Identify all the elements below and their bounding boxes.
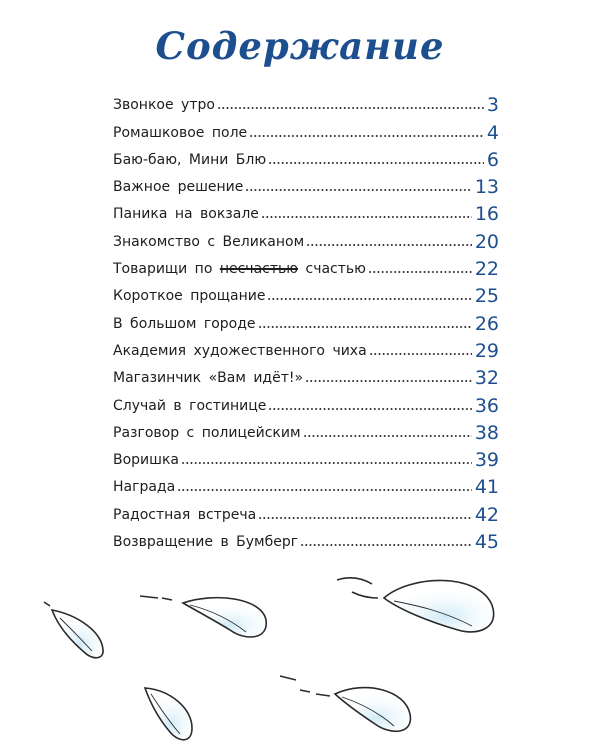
dot-leader — [261, 205, 472, 219]
petal-drawing — [337, 578, 494, 632]
toc-entry-title: Ромашковое поле — [113, 124, 248, 141]
toc-entry-title: Возвращение в Бумберг — [113, 534, 299, 551]
toc-page-number: 3 — [486, 94, 499, 117]
petal-drawing — [140, 596, 266, 637]
toc-entry-title: Паника на вокзале — [113, 206, 259, 223]
toc-entry[interactable] — [113, 168, 499, 199]
dot-leader — [369, 342, 472, 356]
dot-leader — [245, 178, 471, 192]
toc-title-part: счастью — [298, 261, 366, 278]
toc-entry[interactable] — [113, 359, 499, 390]
dot-leader — [305, 369, 472, 383]
toc-entry[interactable] — [113, 195, 499, 226]
toc-entry-title: Награда — [113, 479, 176, 496]
toc-page-number: 39 — [474, 449, 499, 472]
toc-entry-title: Баю-баю, Мини Блю — [113, 151, 267, 168]
dot-leader — [267, 287, 471, 301]
dot-leader — [217, 96, 484, 110]
petals-illustration — [0, 560, 600, 750]
toc-entry[interactable] — [113, 386, 499, 417]
dot-leader — [300, 533, 472, 547]
petal-drawing — [145, 676, 296, 740]
toc-page-number: 36 — [474, 394, 499, 417]
toc-entry[interactable] — [113, 86, 499, 117]
dot-leader — [258, 506, 472, 520]
toc-entry[interactable] — [113, 495, 499, 526]
toc-page-number: 13 — [474, 176, 499, 199]
toc-entry[interactable] — [113, 113, 499, 144]
toc-entry-title: Разговор с полицейским — [113, 424, 301, 441]
toc-page-number: 41 — [474, 476, 499, 499]
toc-entry-title: Воришка — [113, 452, 180, 469]
toc-page-number: 25 — [474, 285, 499, 308]
toc-page-number: 26 — [474, 312, 499, 335]
toc-entry-title: Знакомство с Великаном — [113, 233, 305, 250]
dot-leader — [177, 478, 472, 492]
dot-leader — [268, 151, 484, 165]
toc-page-number: 42 — [474, 503, 499, 526]
toc-entry[interactable] — [113, 250, 499, 281]
toc-entry-title: Важное решение — [113, 179, 244, 196]
table-of-contents — [113, 86, 499, 554]
toc-entry[interactable] — [113, 332, 499, 362]
dot-leader — [368, 260, 472, 274]
toc-title-part: Товарищи по — [113, 261, 220, 278]
toc-entry[interactable] — [113, 441, 499, 472]
toc-entry-title: Звонкое утро — [113, 97, 215, 114]
toc-entry[interactable] — [113, 277, 499, 308]
toc-entry[interactable] — [113, 414, 499, 444]
toc-page-number: 45 — [474, 531, 499, 554]
dot-leader — [303, 424, 472, 438]
dot-leader — [181, 451, 472, 465]
struck-word: несчастью — [219, 261, 299, 278]
toc-page-number: 6 — [486, 148, 499, 171]
petal-drawing — [44, 602, 103, 658]
toc-entry[interactable] — [113, 304, 499, 335]
toc-page-number: 4 — [486, 121, 499, 144]
dot-leader — [249, 124, 484, 138]
toc-page-number: 22 — [474, 258, 499, 281]
page-title: Содержание — [155, 24, 445, 68]
toc-entry-title: Академия художественного чиха — [113, 342, 367, 359]
dot-leader — [306, 233, 472, 247]
petal-drawing — [300, 688, 410, 732]
toc-entry-title: Случай в гостинице — [113, 397, 267, 414]
toc-entry-title: Короткое прощание — [113, 288, 266, 305]
toc-entry[interactable] — [113, 523, 499, 554]
toc-entry-title — [113, 261, 366, 277]
toc-entry[interactable] — [113, 141, 499, 171]
toc-entry-title: Магазинчик «Вам идёт!» — [113, 370, 304, 387]
toc-page-number: 16 — [474, 203, 499, 226]
toc-entry[interactable] — [113, 468, 499, 499]
dot-leader — [268, 397, 471, 411]
toc-page-number: 32 — [474, 367, 499, 390]
toc-page-number: 29 — [474, 339, 499, 362]
dot-leader — [258, 315, 472, 329]
toc-entry-title: Радостная встреча — [113, 506, 257, 523]
toc-page-number: 38 — [474, 421, 499, 444]
toc-entry-title: В большом городе — [113, 315, 256, 332]
toc-page-number: 20 — [474, 230, 499, 253]
toc-entry[interactable] — [113, 222, 499, 253]
